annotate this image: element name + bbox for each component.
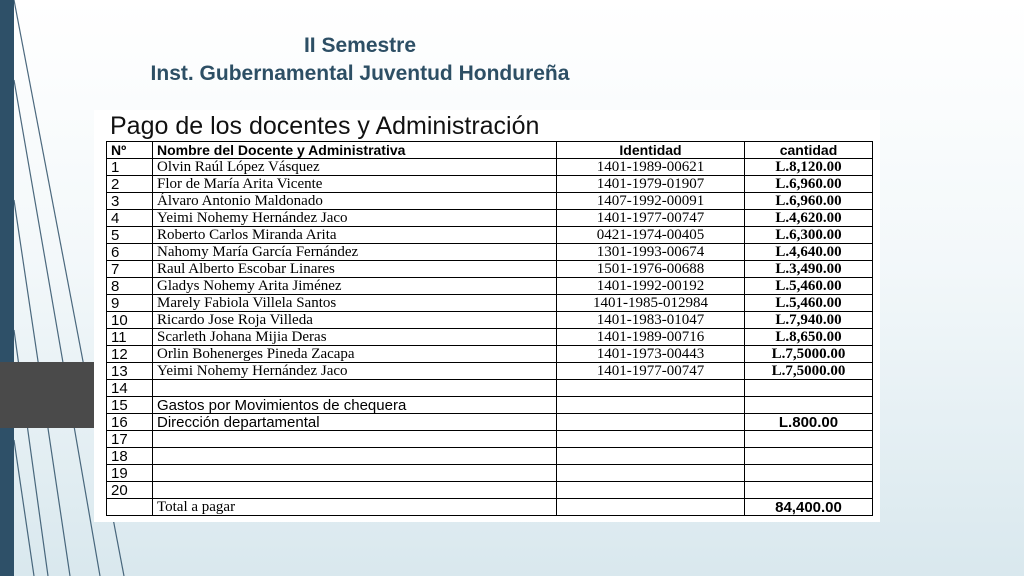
row-name: Ricardo Jose Roja Villeda	[153, 312, 557, 329]
row-amount: L.5,460.00	[745, 278, 873, 295]
row-number: 10	[107, 312, 153, 329]
table-body	[107, 159, 873, 499]
table-header-row	[107, 142, 873, 159]
title-line-1: II Semestre	[303, 34, 417, 57]
table-row	[107, 176, 873, 193]
row-identity: 1401-1979-01907	[557, 176, 745, 193]
total-label: Total a pagar	[153, 499, 557, 516]
row-number: 3	[107, 193, 153, 210]
row-identity	[557, 482, 745, 499]
table-row	[107, 482, 873, 499]
table-row	[107, 261, 873, 278]
table-row	[107, 397, 873, 414]
row-identity: 1401-1992-00192	[557, 278, 745, 295]
row-name: Olvin Raúl López Vásquez	[153, 159, 557, 176]
table-row	[107, 244, 873, 261]
table-row	[107, 329, 873, 346]
table-row	[107, 278, 873, 295]
table-row	[107, 159, 873, 176]
row-number: 8	[107, 278, 153, 295]
row-amount: L.8,120.00	[745, 159, 873, 176]
table-row	[107, 312, 873, 329]
row-name: Gladys Nohemy Arita Jiménez	[153, 278, 557, 295]
table-row	[107, 210, 873, 227]
row-number: 18	[107, 448, 153, 465]
row-amount: L.7,5000.00	[745, 363, 873, 380]
total-num-cell	[107, 499, 153, 516]
row-number: 2	[107, 176, 153, 193]
row-identity: 1407-1992-00091	[557, 193, 745, 210]
row-identity	[557, 465, 745, 482]
row-name: Orlin Bohenerges Pineda Zacapa	[153, 346, 557, 363]
row-number: 19	[107, 465, 153, 482]
row-number: 9	[107, 295, 153, 312]
row-identity: 1401-1973-00443	[557, 346, 745, 363]
table-row	[107, 193, 873, 210]
row-amount: L.7,940.00	[745, 312, 873, 329]
total-row	[107, 499, 873, 516]
table-row	[107, 346, 873, 363]
row-amount: L.4,620.00	[745, 210, 873, 227]
row-number: 1	[107, 159, 153, 176]
row-name	[153, 448, 557, 465]
row-identity: 0421-1974-00405	[557, 227, 745, 244]
row-amount	[745, 397, 873, 414]
row-number: 14	[107, 380, 153, 397]
row-identity	[557, 431, 745, 448]
total-id-cell	[557, 499, 745, 516]
row-identity	[557, 414, 745, 431]
row-amount: L.6,960.00	[745, 176, 873, 193]
row-number: 7	[107, 261, 153, 278]
table-row	[107, 431, 873, 448]
table-row	[107, 465, 873, 482]
row-amount	[745, 431, 873, 448]
row-identity: 1401-1977-00747	[557, 363, 745, 380]
row-name: Álvaro Antonio Maldonado	[153, 193, 557, 210]
row-identity: 1401-1989-00621	[557, 159, 745, 176]
row-name: Roberto Carlos Miranda Arita	[153, 227, 557, 244]
row-amount: L.6,960.00	[745, 193, 873, 210]
row-amount	[745, 482, 873, 499]
row-number: 13	[107, 363, 153, 380]
row-identity	[557, 448, 745, 465]
table-row	[107, 414, 873, 431]
row-identity: 1301-1993-00674	[557, 244, 745, 261]
row-number: 17	[107, 431, 153, 448]
payment-table-image	[94, 110, 880, 522]
header-num: Nº	[107, 142, 153, 159]
row-identity: 1401-1977-00747	[557, 210, 745, 227]
header-amount: cantidad	[745, 142, 873, 159]
table-row	[107, 380, 873, 397]
row-name: Nahomy María García Fernández	[153, 244, 557, 261]
row-number: 11	[107, 329, 153, 346]
row-name	[153, 431, 557, 448]
header-identity: Identidad	[557, 142, 745, 159]
row-number: 20	[107, 482, 153, 499]
row-amount: L.8,650.00	[745, 329, 873, 346]
slide-title	[0, 32, 720, 88]
row-name: Marely Fabiola Villela Santos	[153, 295, 557, 312]
row-number: 15	[107, 397, 153, 414]
row-identity	[557, 380, 745, 397]
row-name: Gastos por Movimientos de chequera	[153, 397, 557, 414]
row-name: Raul Alberto Escobar Linares	[153, 261, 557, 278]
row-number: 5	[107, 227, 153, 244]
row-name: Dirección departamental	[153, 414, 557, 431]
row-amount	[745, 380, 873, 397]
row-name: Yeimi Nohemy Hernández Jaco	[153, 363, 557, 380]
row-name: Yeimi Nohemy Hernández Jaco	[153, 210, 557, 227]
total-amount: 84,400.00	[745, 499, 873, 516]
row-amount: L.5,460.00	[745, 295, 873, 312]
table-row	[107, 363, 873, 380]
gray-accent-block	[0, 362, 98, 428]
row-number: 4	[107, 210, 153, 227]
row-name	[153, 380, 557, 397]
row-name	[153, 465, 557, 482]
row-amount: L.7,5000.00	[745, 346, 873, 363]
table-row	[107, 295, 873, 312]
row-amount: L.800.00	[745, 414, 873, 431]
row-name: Scarleth Johana Mijia Deras	[153, 329, 557, 346]
row-number: 12	[107, 346, 153, 363]
row-identity	[557, 397, 745, 414]
row-identity: 1401-1989-00716	[557, 329, 745, 346]
payment-table	[106, 141, 873, 516]
row-identity: 1401-1985-012984	[557, 295, 745, 312]
row-amount: L.3,490.00	[745, 261, 873, 278]
row-amount: L.4,640.00	[745, 244, 873, 261]
row-number: 16	[107, 414, 153, 431]
table-row	[107, 448, 873, 465]
row-name	[153, 482, 557, 499]
row-amount: L.6,300.00	[745, 227, 873, 244]
header-name: Nombre del Docente y Administrativa	[153, 142, 557, 159]
row-identity: 1501-1976-00688	[557, 261, 745, 278]
row-identity: 1401-1983-01047	[557, 312, 745, 329]
table-caption: Pago de los docentes y Administración	[110, 112, 540, 140]
title-line-2: Inst. Gubernamental Juventud Hondureña	[150, 62, 570, 85]
table-row	[107, 227, 873, 244]
row-number: 6	[107, 244, 153, 261]
row-name: Flor de María Arita Vicente	[153, 176, 557, 193]
row-amount	[745, 448, 873, 465]
row-amount	[745, 465, 873, 482]
